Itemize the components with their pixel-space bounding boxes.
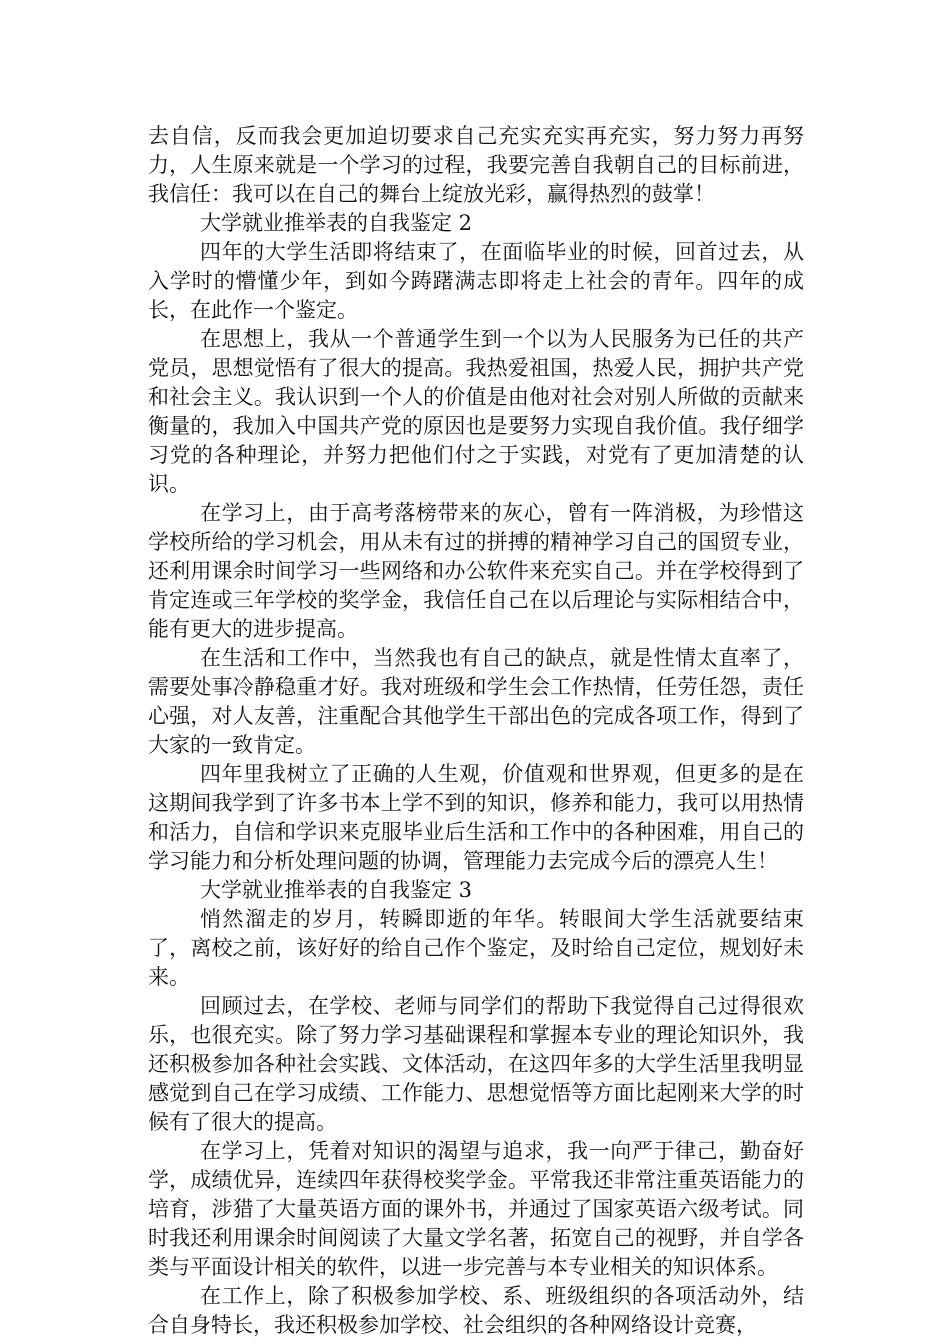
paragraph-8: 回顾过去，在学校、老师与同学们的帮助下我觉得自己过得很欢乐，也很充实。除了努力学习基础课程和掌握本专业的理论知识外，我还积极参加各种社会实践、文体活动，在这四年多的大学生活里我明显感觉到自己在学习成绩、工作能力、思想觉悟等方面比起刚来大学的时候有了很大的提高。: [148, 994, 804, 1134]
paragraph-3: 在思想上，我从一个普通学生到一个以为人民服务为已任的共产党员，思想觉悟有了很大的提高。我热爱祖国，热爱人民，拥护共产党和社会主义。我认识到一个人的价值是由他对社会对别人所做的贡献来衡量的，我加入中国共产党的原因也是要努力实现自我价值。我仔细学习党的各种理论，并努力把他们付之于实践，对党有了更加清楚的认识。: [148, 327, 804, 496]
paragraph-5: 在生活和工作中，当然我也有自己的缺点，就是性情太直率了，需要处事冷静稳重才好。我对班级和学生会工作热情，任劳任怨，责任心强，对人友善，注重配合其他学生干部出色的完成各项工作，得到了大家的一致肯定。: [148, 646, 804, 757]
paragraph-6: 四年里我树立了正确的人生观，价值观和世界观，但更多的是在这期间我学到了许多书本上学不到的知识，修养和能力，我可以用热情和活力，自信和学识来克服毕业后生活和工作中的各种困难，用自己的学习能力和分析处理问题的协调，管理能力去完成今后的漂亮人生！: [148, 762, 804, 873]
paragraph-2: 四年的大学生活即将结束了，在面临毕业的时候，回首过去，从入学时的懵懂少年，到如今踌躇满志即将走上社会的青年。四年的成长，在此作一个鉴定。: [148, 240, 804, 322]
section-heading-3: 大学就业推举表的自我鉴定 3: [200, 878, 473, 902]
paragraph-10: 在工作上，除了积极参加学校、系、班级组织的各项活动外，结合自身特长，我还积极参加学校、社会组织的各种网络设计竞赛，: [148, 1284, 804, 1337]
paragraph-7: 悄然溜走的岁月，转瞬即逝的年华。转眼间大学生活就要结束了，离校之前，该好好的给自己作个鉴定，及时给自己定位，规划好未来。: [148, 907, 804, 989]
document-page: [148, 122, 804, 1340]
section-heading-2: 大学就业推举表的自我鉴定 2: [200, 211, 473, 235]
paragraph-4: 在学习上，由于高考落榜带来的灰心，曾有一阵消极，为珍惜这学校所给的学习机会，用从未有过的拼搏的精神学习自己的国贸专业，还利用课余时间学习一些网络和办公软件来充实自己。并在学校得到了肯定连或三年学校的奖学金，我信任自己在以后理论与实际相结合中，能有更大的进步提高。: [148, 501, 804, 641]
paragraph-9: 在学习上，凭着对知识的渴望与追求，我一向严于律己，勤奋好学，成绩优异，连续四年获得校奖学金。平常我还非常注重英语能力的培育，涉猎了大量英语方面的课外书，并通过了国家英语六级考试。同时我还利用课余时间阅读了大量文学名著，拓宽自己的视野，并自学各类与平面设计相关的软件，以进一步完善与本专业相关的知识体系。: [148, 1139, 804, 1279]
paragraph-1: 去自信，反而我会更加迫切要求自己充实充实再充实，努力努力再努力，人生原来就是一个学习的过程，我要完善自我朝自己的目标前进，我信任：我可以在自己的舞台上绽放光彩，赢得热烈的鼓掌！: [148, 124, 804, 206]
